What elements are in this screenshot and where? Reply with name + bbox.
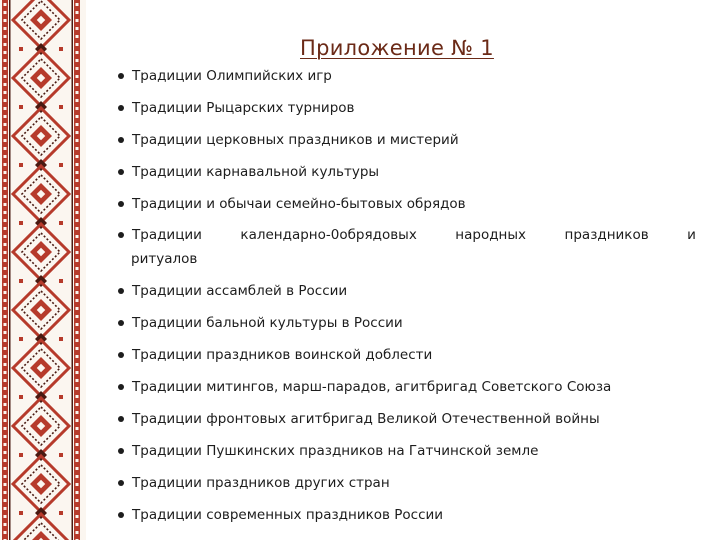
list-item: [118, 375, 696, 399]
list-item: [118, 223, 696, 271]
list-item-text: Традиции Рыцарских турниров: [132, 99, 355, 116]
bullet-icon: [118, 416, 124, 422]
list-item: [118, 64, 696, 88]
list-item-text: Традиции митингов, марш-парадов, агитбригад Советского Союза: [132, 379, 612, 396]
bullet-icon: [118, 352, 124, 358]
list-item: [118, 279, 696, 303]
bullet-icon: [118, 105, 124, 111]
list-item-continuation: ритуалов: [131, 251, 198, 268]
list-item-word: календарно-0обрядовых: [240, 227, 417, 244]
list-item: [118, 311, 696, 335]
list-item-text: Традиции ассамблей в России: [132, 283, 348, 300]
list-item-text: Традиции и обычаи семейно-бытовых обрядов: [132, 195, 466, 212]
list-item: [118, 160, 696, 184]
bullet-icon: [118, 232, 124, 238]
list-item-text: Традиции бальной культуры в России: [132, 315, 403, 332]
bullet-icon: [118, 201, 124, 207]
list-item-word: и: [687, 227, 696, 244]
bullet-icon: [118, 288, 124, 294]
bullet-icon: [118, 169, 124, 175]
list-item-word: праздников: [564, 227, 649, 244]
list-item-text: Традиции Олимпийских игр: [132, 68, 332, 84]
list-item-text: Традиции фронтовых агитбригад Великой Отечественной войны: [132, 410, 600, 427]
list-item-text: Традиции карнавальной культуры: [132, 163, 380, 180]
list-item: [118, 96, 696, 120]
list-item: [118, 471, 696, 495]
bullet-icon: [118, 512, 124, 518]
bullet-icon: [118, 448, 124, 454]
bullet-icon: [118, 320, 124, 326]
list-item-justified-line: [132, 223, 696, 247]
list-item: [118, 407, 696, 431]
list-item: [118, 128, 696, 152]
embroidery-ornament-border: [0, 0, 86, 540]
list-item-text: Традиции Пушкинских праздников на Гатчинской земле: [132, 442, 539, 459]
list-item: [118, 439, 696, 463]
bullet-icon: [118, 73, 124, 79]
list-item-word: Традиции: [132, 227, 202, 244]
list-item-text: Традиции праздников воинской доблести: [132, 347, 433, 364]
list-item-text: Традиции праздников других стран: [132, 474, 390, 491]
bullet-icon: [118, 137, 124, 143]
list-item-word: народных: [455, 227, 527, 244]
list-item-text: Традиции современных праздников России: [132, 506, 444, 523]
list-item: [118, 192, 696, 216]
traditions-list: [118, 64, 696, 534]
list-item: [118, 503, 696, 527]
list-item-text: Традиции церковных праздников и мистерий: [132, 131, 459, 148]
bullet-icon: [118, 384, 124, 390]
slide-title: Приложение № 1: [300, 36, 494, 60]
list-item: [118, 343, 696, 367]
embroidery-ornament-icon: [0, 0, 86, 540]
bullet-icon: [118, 480, 124, 486]
